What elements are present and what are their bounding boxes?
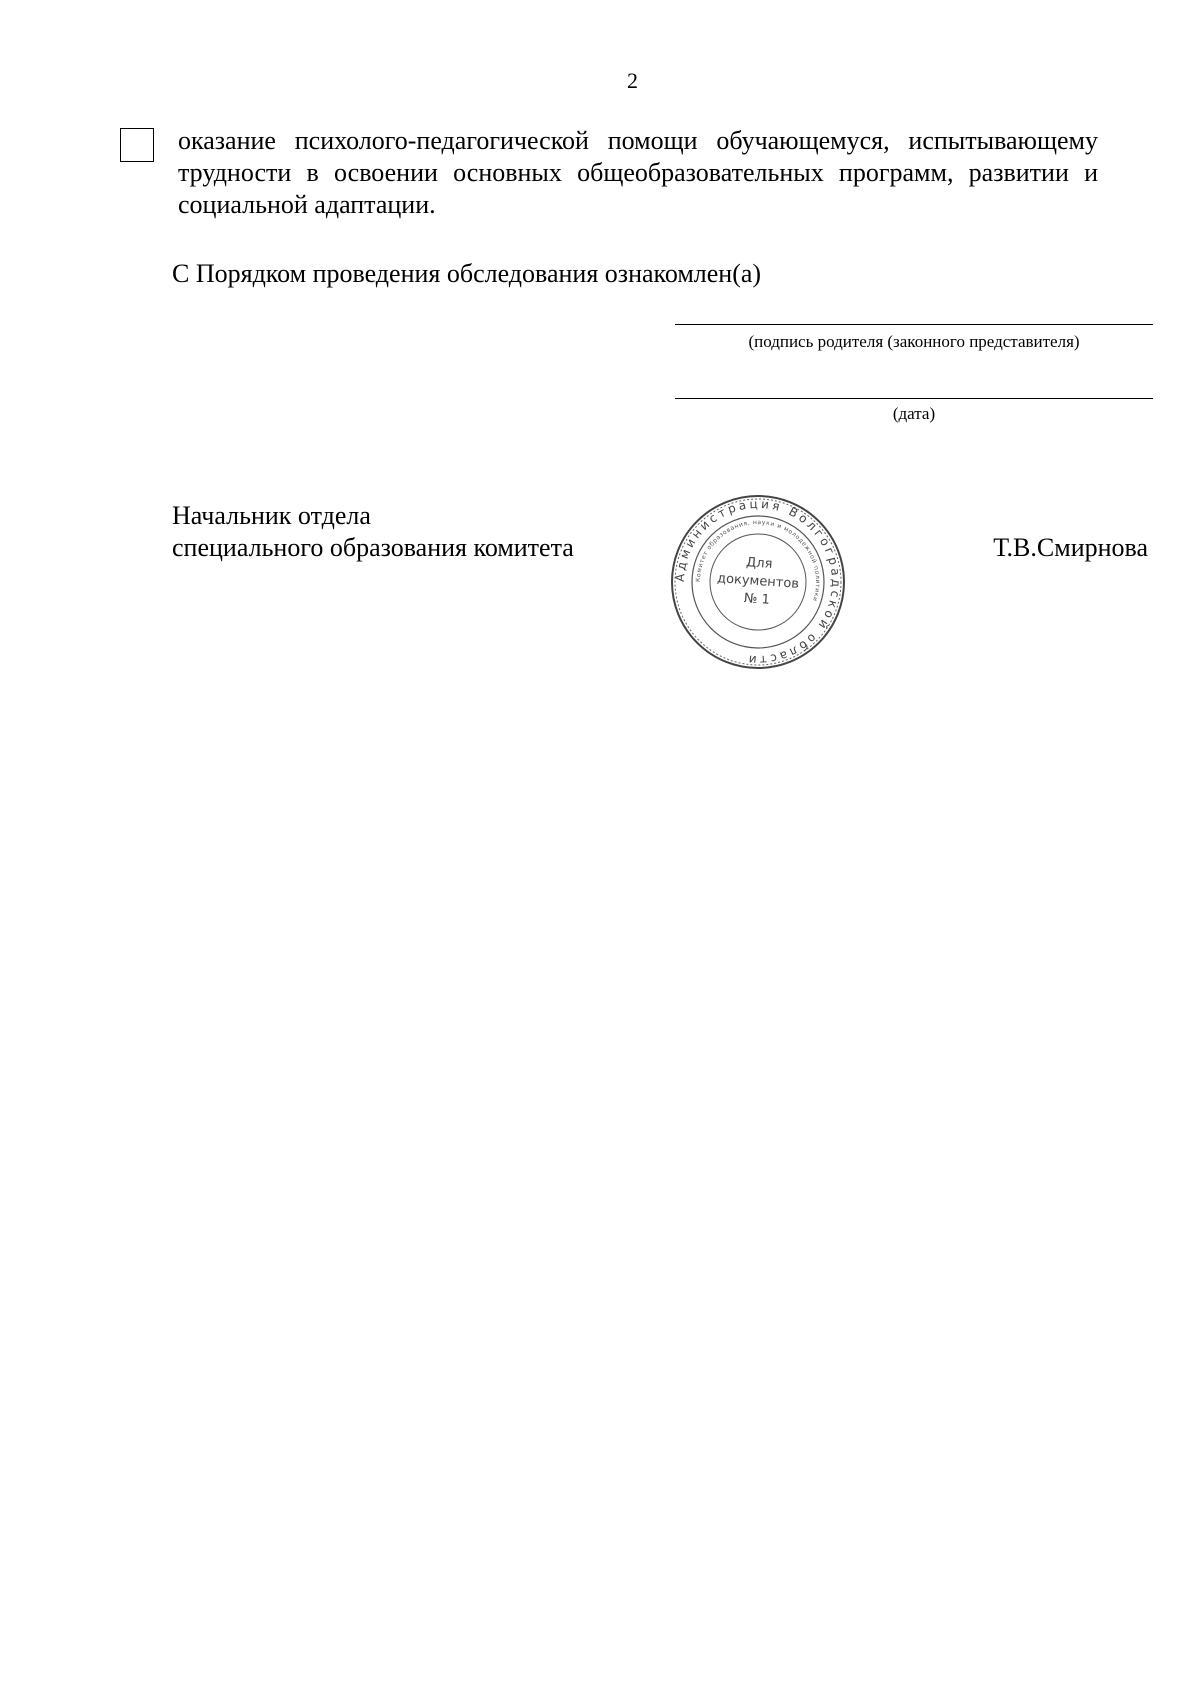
acknowledgement-text: С Порядком проведения обследования ознакомлен(а) (172, 259, 762, 288)
seal-center-line-2: документов (716, 571, 800, 592)
signatory-name: Т.В.Смирнова (993, 533, 1148, 562)
service-option-checkbox[interactable] (120, 128, 154, 162)
service-option-text: оказание психолого-педагогической помощи обучающемуся, испытывающему трудности в освоении основных общеобразовательных программ, развитии и социальной адаптации. (178, 126, 1098, 219)
date-line[interactable] (675, 398, 1153, 399)
position-line-1: Начальник отдела (172, 501, 371, 530)
official-position (172, 500, 574, 564)
date-caption: (дата) (892, 404, 936, 423)
seal-inner-text: Комитет образования, науки и молодежной политики (694, 518, 822, 603)
parent-signature-caption: (подпись родителя (законного представителя) (748, 332, 1080, 351)
official-seal-stamp (668, 492, 848, 672)
seal-outer-text: Администрация Волгоградской области (672, 496, 844, 668)
seal-graphic (668, 492, 848, 672)
seal-center-line-3: № 1 (743, 591, 771, 608)
parent-signature-line[interactable] (675, 324, 1153, 325)
seal-center-line-1: Для (745, 555, 773, 572)
page-number: 2 (627, 68, 638, 93)
position-line-2: специального образования комитета (172, 533, 574, 562)
